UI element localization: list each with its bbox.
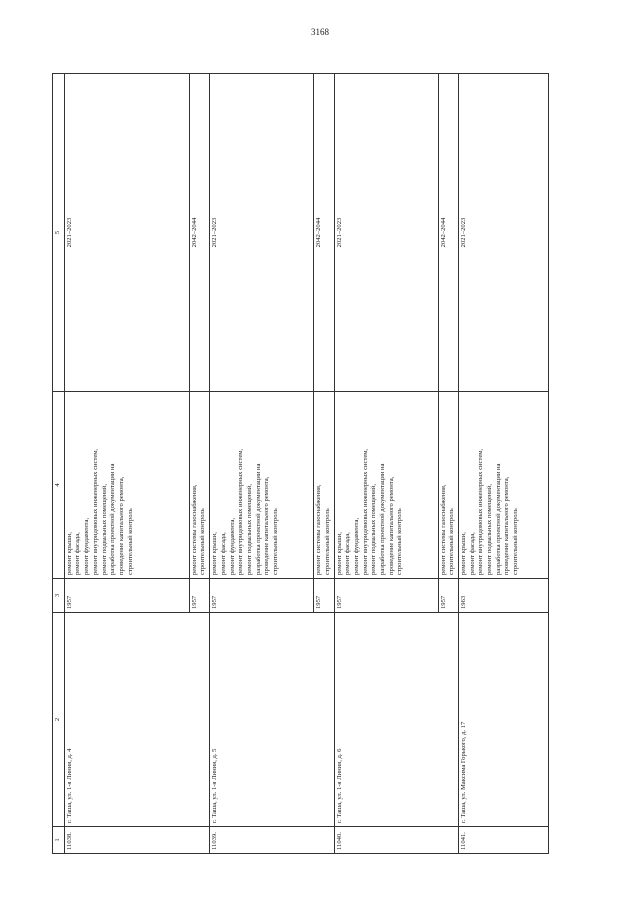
entry-period: 2042–2044 bbox=[438, 74, 458, 392]
entry-number: 11040. bbox=[334, 827, 458, 854]
entry-works: ремонт системы газоснабжения, строительный контроль bbox=[314, 392, 334, 579]
entry-works: ремонт крыши, ремонт фасада, ремонт внутридомовых инженерных систем, ремонт подвальных помещений, разработка проектной документации на проведение капитального ремонта, строительный контроль bbox=[458, 392, 548, 579]
entry-year: 1957 bbox=[334, 579, 438, 613]
entry-period: 2021–2023 bbox=[458, 74, 548, 392]
entry-works: ремонт крыши, ремонт фасада, ремонт фундамента, ремонт внутридомовых инженерных систем, ремонт подвальных помещений, разработка проектной документации на проведение капитального ремонта, строительный контроль bbox=[64, 392, 189, 579]
entry-number: 11038. bbox=[64, 827, 209, 854]
entry-year: 1957 bbox=[438, 579, 458, 613]
entry-works: ремонт крыши, ремонт фасада, ремонт фундамента, ремонт внутридомовых инженерных систем, ремонт подвальных помещений, разработка проектной документации на проведение капитального ремонта, строительный контроль bbox=[334, 392, 438, 579]
entry-address: г. Таша, ул. 1-я Линия, д. 6 bbox=[334, 613, 458, 827]
entry-works: ремонт крыши, ремонт фасада, ремонт фундамента, ремонт внутридомовых инженерных систем, ремонт подвальных помещений, разработка проектной документации на проведение капитального ремонта, строительный контроль bbox=[210, 392, 314, 579]
rotated-table-wrapper bbox=[52, 74, 542, 854]
entry-number: 11039. bbox=[210, 827, 334, 854]
entry-works: ремонт системы газоснабжения, строительный контроль bbox=[189, 392, 209, 579]
table-row bbox=[210, 74, 314, 854]
entry-period: 2021–2023 bbox=[210, 74, 314, 392]
entry-works: ремонт системы газоснабжения, строительный контроль bbox=[438, 392, 458, 579]
entry-address: г. Таша, ул. 1-я Линия, д. 5 bbox=[210, 613, 334, 827]
repair-schedule-table bbox=[52, 73, 549, 854]
entry-year: 1957 bbox=[314, 579, 334, 613]
entry-address: г. Таша, ул. 1-я Линия, д. 4 bbox=[64, 613, 209, 827]
page-number: 3168 bbox=[311, 27, 329, 37]
entry-number: 11041. bbox=[458, 827, 548, 854]
header-col-3: 3 bbox=[53, 579, 65, 613]
table-row bbox=[64, 74, 189, 854]
entry-year: 1957 bbox=[64, 579, 189, 613]
header-row bbox=[53, 74, 65, 854]
header-col-2: 2 bbox=[53, 613, 65, 827]
entry-period: 2042–2044 bbox=[314, 74, 334, 392]
entry-period: 2021–2023 bbox=[64, 74, 189, 392]
table-row bbox=[458, 74, 548, 854]
entry-year: 1957 bbox=[189, 579, 209, 613]
entry-year: 1957 bbox=[210, 579, 314, 613]
entry-address: г. Таша, ул. Максима Горького, д. 17 bbox=[458, 613, 548, 827]
table-row bbox=[334, 74, 438, 854]
entry-year: 1963 bbox=[458, 579, 548, 613]
header-col-4: 4 bbox=[53, 392, 65, 579]
entry-period: 2021–2023 bbox=[334, 74, 438, 392]
entry-period: 2042–2044 bbox=[189, 74, 209, 392]
header-col-5: 5 bbox=[53, 74, 65, 392]
header-col-1: 1 bbox=[53, 827, 65, 854]
